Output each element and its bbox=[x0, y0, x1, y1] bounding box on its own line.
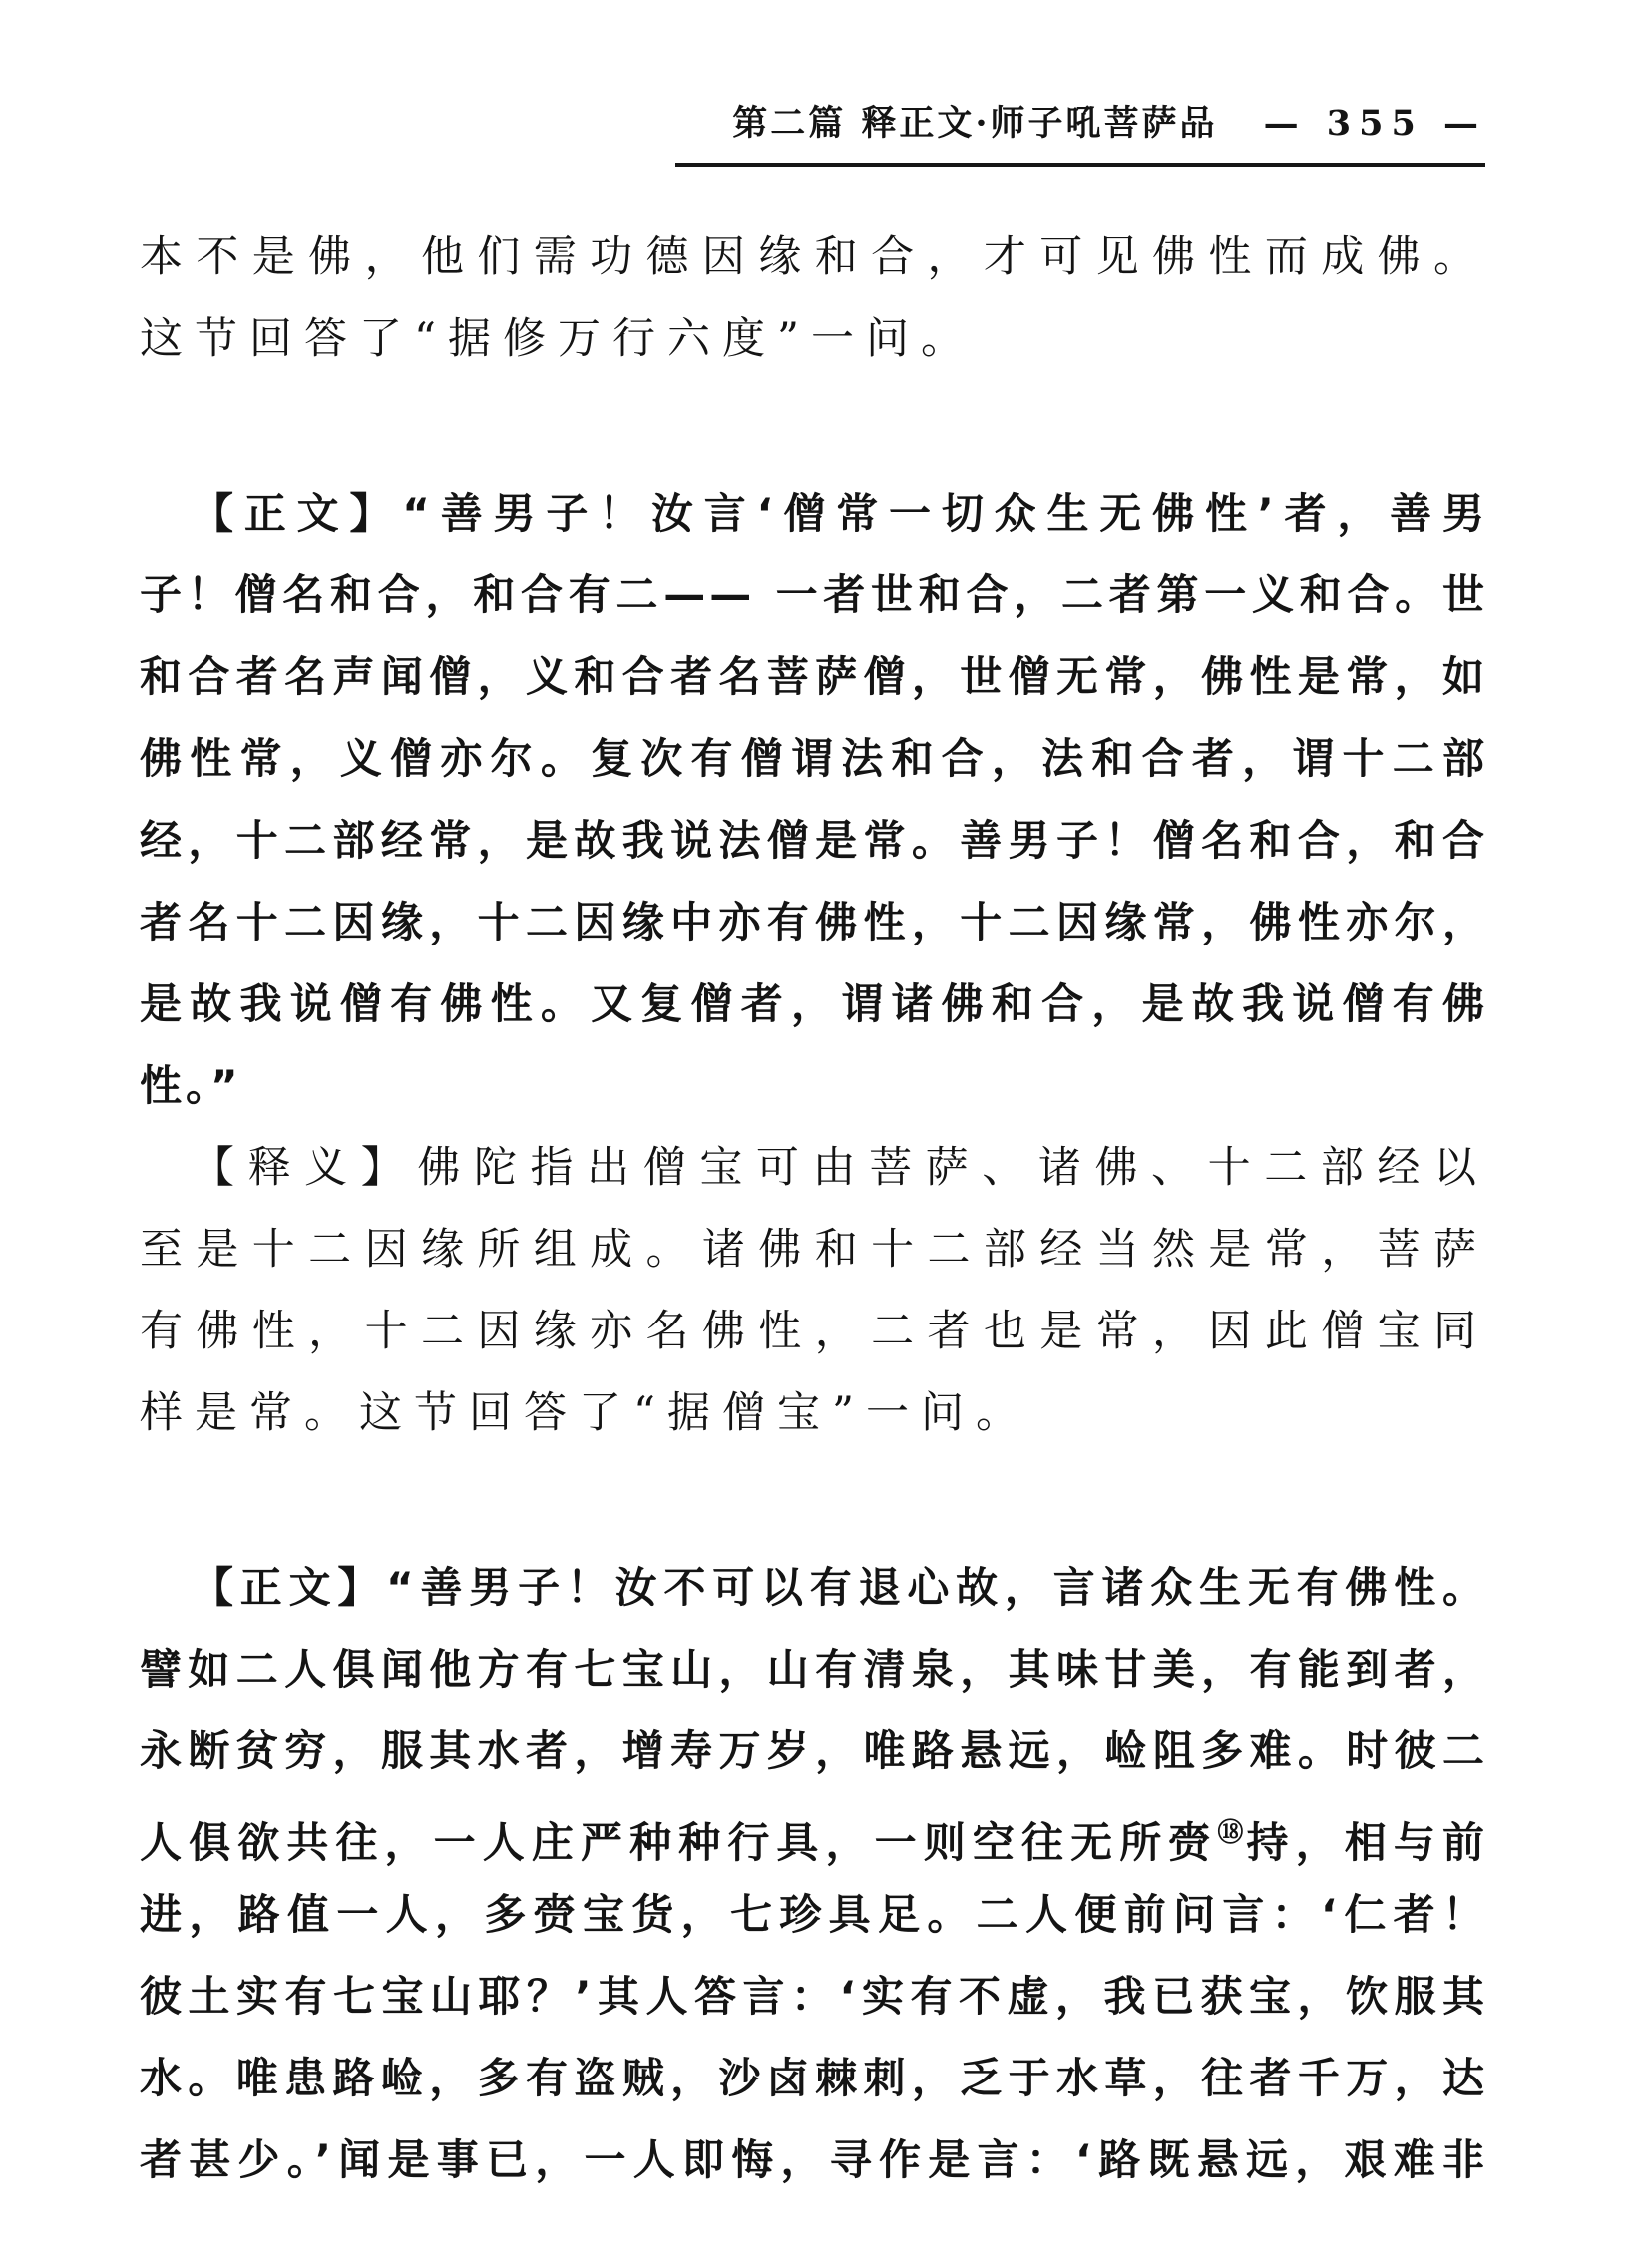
text-line: 至是十二因缘所组成。诸佛和十二部经当然是常，菩萨 bbox=[140, 1225, 1488, 1275]
footnote-marker: ⑱ bbox=[1217, 1818, 1247, 1848]
text-line: 样是常。这节回答了“据僧宝”一问。 bbox=[140, 1388, 1030, 1438]
text-line: 【正文】“善男子！汝言‘僧常一切众生无佛性’者，善男 bbox=[192, 489, 1488, 538]
text-line bbox=[140, 1792, 1488, 1874]
text-segment: 人俱欲共往，一人庄严种种行具，一则空往无所赍 bbox=[140, 1818, 1218, 1867]
text-line: 譬如二人俱闻他方有七宝山，山有清泉，其味甘美，有能到者， bbox=[140, 1645, 1488, 1694]
text-line: 者甚少。’闻是事已，一人即悔，寻作是言：‘路既悬远，艰难非 bbox=[140, 2135, 1488, 2184]
text-line: 进，路值一人，多赍宝货，七珍具足。二人便前问言：‘仁者！ bbox=[140, 1890, 1488, 1939]
text-line: 本不是佛，他们需功德因缘和合，才可见佛性而成佛。 bbox=[140, 232, 1488, 282]
text-line: 是故我说僧有佛性。又复僧者，谓诸佛和合，是故我说僧有佛 bbox=[140, 979, 1488, 1028]
text-line: 有佛性，十二因缘亦名佛性，二者也是常，因此僧宝同 bbox=[140, 1307, 1488, 1356]
text-line: 者名十二因缘，十二因缘中亦有佛性，十二因缘常，佛性亦尔， bbox=[140, 898, 1488, 946]
text-line: 永断贫穷，服其水者，增寿万岁，唯路悬远，崄阻多难。时彼二 bbox=[140, 1726, 1488, 1775]
page-number: — 355 — bbox=[1263, 103, 1486, 144]
text-line: 水。唯患路崄，多有盗贼，沙卤棘刺，乏于水草，往者千万，达 bbox=[140, 2054, 1488, 2102]
text-line: 子！僧名和合，和合有二—— 一者世和合，二者第一义和合。世 bbox=[140, 570, 1488, 619]
header-rule bbox=[675, 163, 1485, 167]
text-line: 彼土实有七宝山耶？’其人答言：‘实有不虚，我已获宝，饮服其 bbox=[140, 1972, 1488, 2021]
running-header bbox=[140, 102, 1486, 146]
text-line: 经，十二部经常，是故我说法僧是常。善男子！僧名和合，和合 bbox=[140, 816, 1488, 865]
chapter-title: 第二篇 释正文·师子吼菩萨品 bbox=[732, 103, 1218, 144]
text-line: 性。” bbox=[140, 1061, 242, 1110]
page-body bbox=[140, 216, 1488, 2201]
text-line: 佛性常，义僧亦尔。复次有僧谓法和合，法和合者，谓十二部 bbox=[140, 734, 1488, 783]
text-segment: 持，相与前 bbox=[1246, 1818, 1488, 1867]
text-line: 【释义】佛陀指出僧宝可由菩萨、诸佛、十二部经以 bbox=[192, 1143, 1488, 1193]
text-line: 和合者名声闻僧，义和合者名菩萨僧，世僧无常，佛性是常，如 bbox=[140, 652, 1488, 701]
text-line: 【正文】“善男子！汝不可以有退心故，言诸众生无有佛性。 bbox=[192, 1563, 1488, 1612]
text-line: 这节回答了“据修万行六度”一问。 bbox=[140, 314, 976, 364]
